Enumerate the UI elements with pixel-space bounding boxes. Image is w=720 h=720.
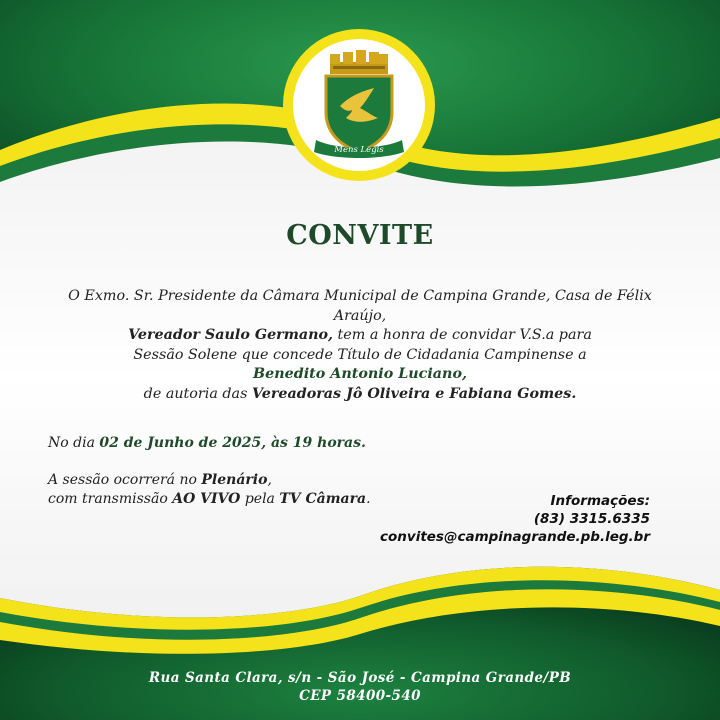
event-date [48,435,366,451]
contact-email: convites@campinagrande.pb.leg.br [380,529,650,545]
footer-address [0,669,720,705]
session-comma: , [267,472,272,488]
body-line-2-rest: tem a honra de convidar V.S.a para [333,327,592,344]
session-line2-pre: com transmissão [48,491,173,507]
date-value: 02 de Junho de 2025, às 19 horas. [99,435,366,451]
session-venue: Plenário [201,472,268,488]
contact-label: Informações: [550,493,650,509]
body-line-4 [40,365,680,385]
session-line-2 [48,490,371,509]
footer-cep: CEP 58400-540 [299,688,421,704]
page-title: CONVITE [286,220,434,251]
authors: Vereadoras Jô Oliveira e Fabiana Gomes. [251,385,577,402]
session-mid: pela [240,491,280,507]
invitation-body [40,287,680,405]
session-pre: A sessão ocorrerá no [48,472,202,488]
channel-name: TV Câmara [279,491,367,507]
body-line-3: Sessão Solene que concede Título de Cidadania Campinense a [133,346,587,363]
honoree-name: Benedito Antonio Luciano, [253,366,467,383]
session-end: . [366,491,371,507]
contact-info [380,492,650,546]
footer-street: Rua Santa Clara, s/n - São José - Campina Grande/PB [148,670,572,686]
session-info [48,471,371,509]
live-label: AO VIVO [172,491,241,507]
body-line-1: O Exmo. Sr. Presidente da Câmara Municipal de Campina Grande, Casa de Félix Araújo, [68,288,652,324]
body-line-2 [40,326,680,346]
contact-phone: (83) 3315.6335 [533,511,650,527]
session-line-1 [48,471,371,490]
vereador-name: Vereador Saulo Germano, [128,327,334,344]
body-line-5-pre: de autoria das [143,385,252,402]
crest-motto: Mens Legis [334,145,384,155]
body-line-5 [40,385,680,405]
date-prefix: No dia [48,435,100,451]
